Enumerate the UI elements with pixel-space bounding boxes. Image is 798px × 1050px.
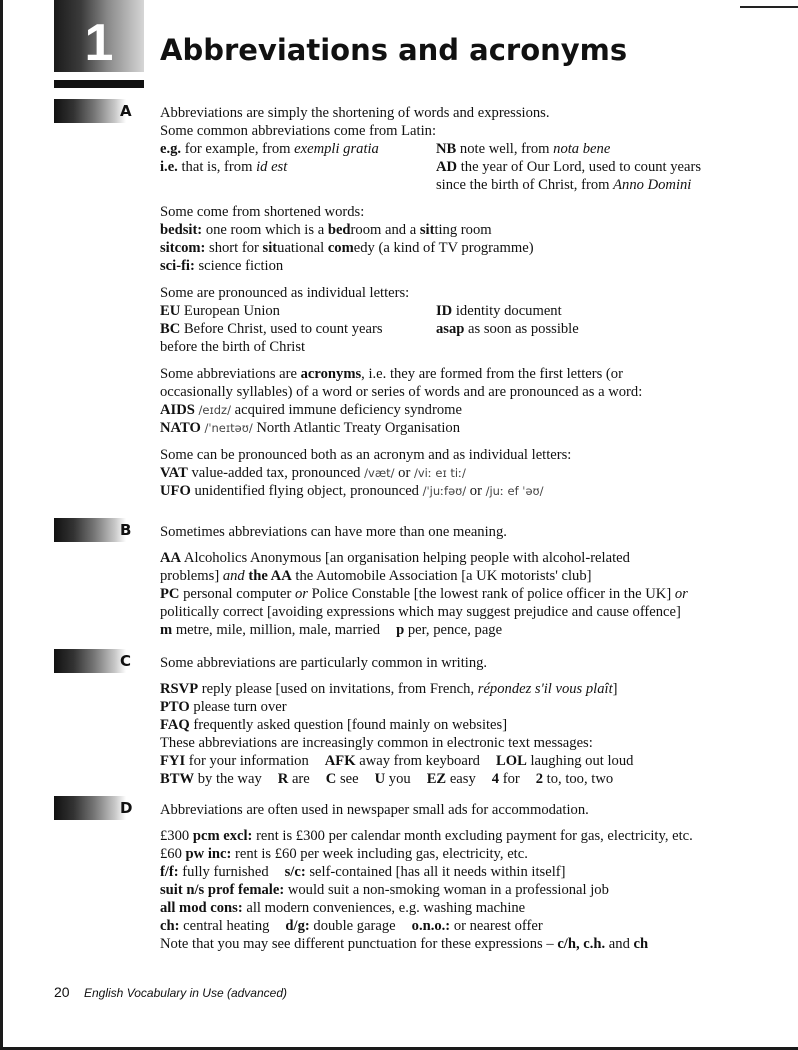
book-title: English Vocabulary in Use (advanced) <box>84 986 287 1000</box>
section-c <box>160 654 760 788</box>
section-a <box>160 104 760 500</box>
entry-faq: FAQ frequently asked question [found mainly on websites] <box>160 717 508 733</box>
entry-vat: VAT value-added tax, pronounced /væt/ or /viː eɪ tiː/ <box>160 465 466 481</box>
entry-eu: EU European Union <box>160 303 280 319</box>
punctuation-note: Note that you may see different punctuation for these expressions – c/h, c.h. and ch <box>160 936 649 952</box>
section-c-intro: Some abbreviations are particularly common in writing. <box>160 655 488 671</box>
latin-row-1 <box>160 140 760 158</box>
both-intro: Some can be pronounced both as an acronym and as individual letters: <box>160 447 572 463</box>
entry-suit: suit n/s prof female: would suit a non-smoking woman in a professional job <box>160 882 609 898</box>
section-d-letter: D <box>120 799 133 817</box>
entry-bedsit: bedsit: one room which is a bedroom and a sitting room <box>160 222 492 238</box>
entry-scifi: sci-fi: science fiction <box>160 258 284 274</box>
entry-pcm: £300 pcm excl: rent is £300 per calendar month excluding payment for gas, electricity, etc. <box>160 828 693 844</box>
section-d <box>160 801 760 953</box>
letters-intro: Some are pronounced as individual letters: <box>160 285 410 301</box>
letters-row-1 <box>160 302 760 320</box>
entry-ufo: UFO unidentified flying object, pronounced /ˈjuːfəʊ/ or /juː ef ˈəʊ/ <box>160 483 544 499</box>
latin-row-2 <box>160 158 760 194</box>
entry-ff-sc: f/f: fully furnished s/c: self-contained [has all it needs within itself] <box>160 864 566 880</box>
entry-ad: AD the year of Our Lord, used to count years since the birth of Christ, from Anno Domini <box>436 159 702 193</box>
entry-nb: NB note well, from nota bene <box>436 141 611 157</box>
entry-asap: asap as soon as possible <box>436 321 579 337</box>
entry-ch-dg-ono: ch: central heating d/g: double garage o.n.o.: or nearest offer <box>160 918 543 934</box>
entry-aa: AA Alcoholics Anonymous [an organisation helping people with alcohol-related <box>160 550 630 566</box>
section-a-intro: Abbreviations are simply the shortening of words and expressions. <box>160 105 550 121</box>
entry-sitcom: sitcom: short for situational comedy (a kind of TV programme) <box>160 240 534 256</box>
section-a-letter: A <box>120 102 132 120</box>
entry-pw: £60 pw inc: rent is £60 per week including gas, electricity, etc. <box>160 846 528 862</box>
entry-ie: i.e. that is, from id est <box>160 159 288 175</box>
entry-pc: PC personal computer or Police Constable [the lowest rank of police officer in the UK] or <box>160 586 688 602</box>
entry-bc: BC Before Christ, used to count years before the birth of Christ <box>160 321 383 355</box>
acronyms-intro-2: occasionally syllables) of a word or series of words and are pronounced as a word: <box>160 384 643 400</box>
top-rule <box>740 6 798 8</box>
letters-row-2 <box>160 320 760 356</box>
entry-id: ID identity document <box>436 303 562 319</box>
page-number: 20 <box>54 984 70 1000</box>
entry-aids: AIDS /eɪdz/ acquired immune deficiency syndrome <box>160 402 462 418</box>
entry-eg: e.g. for example, from exempli gratia <box>160 141 379 157</box>
entry-pto: PTO please turn over <box>160 699 287 715</box>
electronic-intro: These abbreviations are increasingly common in electronic text messages: <box>160 735 593 751</box>
section-b-letter: B <box>120 521 132 539</box>
entry-nato: NATO /ˈneɪtəʊ/ North Atlantic Treaty Organisation <box>160 420 461 436</box>
entry-aa-2: problems] and the AA the Automobile Association [a UK motorists' club] <box>160 568 592 584</box>
section-c-letter: C <box>120 652 132 670</box>
section-d-intro: Abbreviations are often used in newspaper small ads for accommodation. <box>160 802 589 818</box>
latin-intro: Some common abbreviations come from Latin: <box>160 123 436 139</box>
acronyms-intro-1: Some abbreviations are acronyms, i.e. they are formed from the first letters (or <box>160 366 623 382</box>
shortened-intro: Some come from shortened words: <box>160 204 365 220</box>
page-title: Abbreviations and acronyms <box>160 33 628 67</box>
section-b-intro: Sometimes abbreviations can have more than one meaning. <box>160 524 507 540</box>
section-b <box>160 523 760 639</box>
entry-pc-2: politically correct [avoiding expressions which may suggest prejudice and cause offence] <box>160 604 681 620</box>
unit-bar <box>54 80 144 88</box>
unit-number: 1 <box>84 14 114 72</box>
entry-rsvp: RSVP reply please [used on invitations, from French, répondez s'il vous plaît] <box>160 681 618 697</box>
text-msg-row-1: FYI for your information AFK away from keyboard LOL laughing out loud <box>160 753 634 769</box>
entry-m-p: m metre, mile, million, male, married p per, pence, page <box>160 622 503 638</box>
text-msg-row-2: BTW by the way R are C see U you EZ easy 4 for 2 to, too, two <box>160 771 614 787</box>
entry-mod-cons: all mod cons: all modern conveniences, e.g. washing machine <box>160 900 526 916</box>
